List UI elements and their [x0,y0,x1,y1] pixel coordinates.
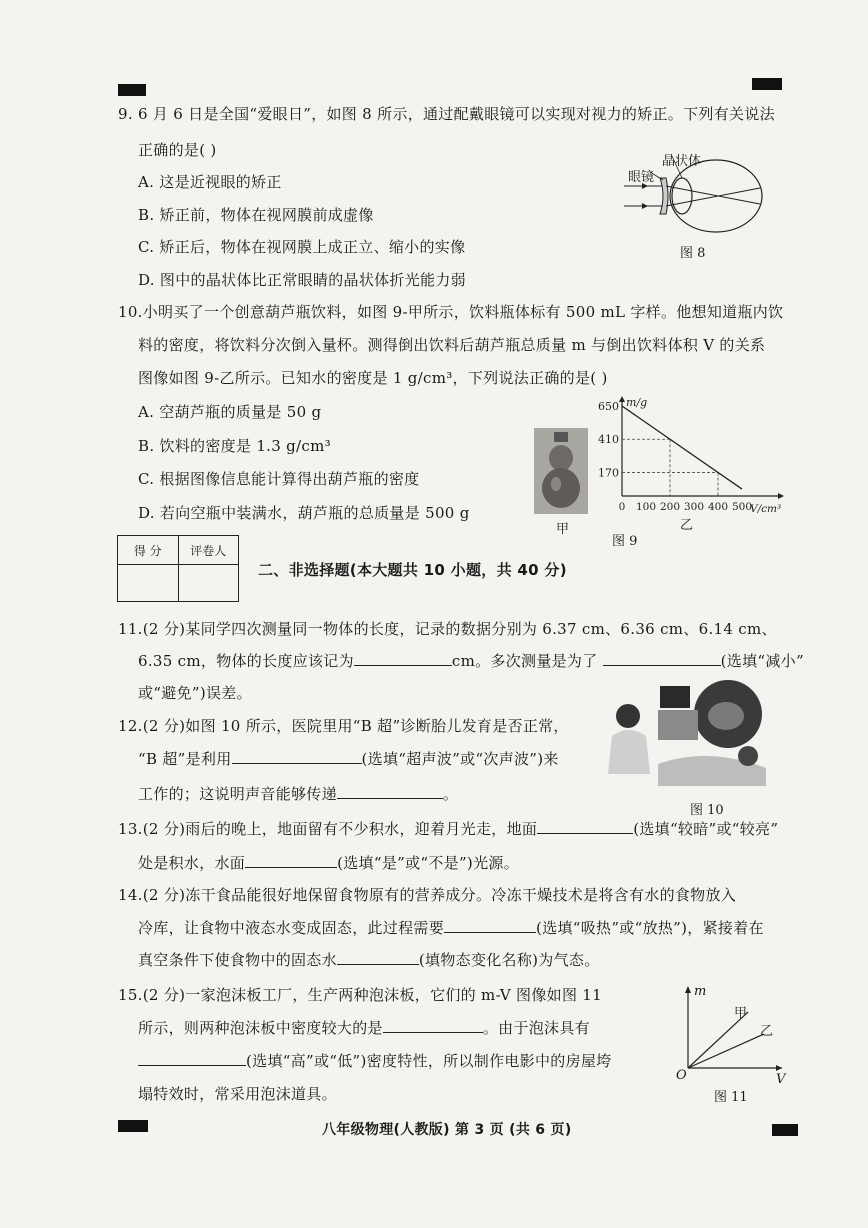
page-footer: 八年级物理(人教版) 第 3 页 (共 6 页) [322,1122,572,1138]
registration-mark-bottom-right [772,1124,798,1136]
q14-line3 [138,950,600,970]
q9-stem-line1: 9. 6 月 6 日是全国“爱眼日”，如图 8 所示，通过配戴眼镜可以实现对视力的矫正。下列有关说法 [118,105,775,123]
q12-line2-text-b: (选填“超声波”或“次声波”)来 [361,750,559,768]
chart9-y-tick-2: 170 [598,466,619,480]
q10-stem-line3: 图像如图 9-乙所示。已知水的密度是 1 g/cm³，下列说法正确的是( ) [138,369,608,387]
figure-11-axis-v: V [776,1072,786,1087]
registration-mark-bottom-left [118,1120,148,1132]
figure-11-line-yi [688,1034,764,1068]
q10-option-a: A. 空葫芦瓶的质量是 50 g [138,403,322,421]
q10-option-c: C. 根据图像信息能计算得出葫芦瓶的密度 [138,470,420,488]
registration-mark-top-left [118,84,146,96]
q12-line2-text-a: “B 超”是利用 [138,750,232,768]
chart9-x-tick-4: 400 [707,501,729,513]
q14-line2 [138,918,764,938]
q11-line2-text-c: (选填“减小” [720,652,804,670]
q12-line3-text-a: 工作的；这说明声音能够传递 [138,785,337,803]
chart9-y-tick-0: 650 [598,400,619,413]
q13-line2-text-a: 处是积水，水面 [138,854,246,872]
q14-line3-text-a: 真空条件下使食物中的固态水 [138,951,337,969]
q15-line4: 塌特效时，常采用泡沫道具。 [138,1085,337,1103]
chart9-x-label: V/cm³ [750,503,782,515]
q15-line2-text-b: 。由于泡沫具有 [482,1019,590,1037]
q10-stem-line2: 料的密度，将饮料分次倒入量杯。测得倒出饮料后葫芦瓶总质量 m 与倒出饮料体积 V 的关系 [138,336,766,354]
figure-8-label-lens: 晶状体 [662,154,702,169]
registration-mark-top-right [752,78,782,90]
figure-11-origin: O [676,1068,687,1083]
q9-stem-line2: 正确的是( ) [138,141,217,159]
q14-line2-text-a: 冷库，让食物中液态水变成固态，此过程需要 [138,919,445,937]
q15-answer-blank-1[interactable] [383,1018,483,1033]
q11-line2-text-a: 6.35 cm，物体的长度应该记为 [138,652,354,670]
q15-line2 [138,1018,590,1038]
chart9-x-tick-2: 200 [659,501,681,513]
score-table-header-grader: 评卷人 [178,536,239,565]
q11-line1: 11.(2 分)某同学四次测量同一物体的长度，记录的数据分别为 6.37 cm、6.36 cm、6.14 cm、 [118,620,777,638]
figure-11-label-jia: 甲 [734,1006,748,1021]
q14-answer-blank-1[interactable] [444,918,536,933]
section-2-title: 二、非选择题(本大题共 10 小题，共 40 分) [258,561,567,579]
q14-line3-text-b: (填物态变化名称)为气态。 [418,951,600,969]
figure-9-photo-caption: 甲 [556,522,570,537]
q9-option-c: C. 矫正后，物体在视网膜上成正立、缩小的实像 [138,238,466,256]
q12-answer-blank-2[interactable] [337,784,443,799]
q12-line3-text-b: 。 [442,785,459,803]
q10-stem-line1: 10.小明买了一个创意葫芦瓶饮料，如图 9-甲所示，饮料瓶体标有 500 mL 字样。他想知道瓶内饮 [118,303,784,321]
chart9-y-label: m/g [626,396,648,409]
q15-line2-text-a: 所示，则两种泡沫板中密度较大的是 [138,1019,383,1037]
q9-option-a: A. 这是近视眼的矫正 [138,173,282,191]
q11-line2 [138,651,804,671]
figure-10-caption: 图 10 [690,803,724,818]
figure-9-gourd-bottle-photo [534,428,588,514]
score-table-cell-score [118,565,179,602]
q15-line3 [138,1051,611,1071]
chart9-y-arrow [619,396,625,402]
score-table-header-score: 得 分 [118,536,179,565]
q12-line1: 12.(2 分)如图 10 所示，医院里用“B 超”诊断胎儿发育是否正常， [118,717,569,735]
figure-11-axis-m: m [694,984,707,999]
q13-line2 [138,853,519,873]
figure-9-mass-volume-chart [590,396,790,522]
figure-8-caption: 图 8 [680,246,706,261]
q12-answer-blank-1[interactable] [232,749,362,764]
figure-9-caption: 图 9 [612,534,638,549]
chart9-y-tick-1: 410 [598,433,619,447]
chart9-x-tick-5: 500 [731,501,753,513]
chart9-x-arrow [778,493,784,499]
figure-8-label-glasses: 眼镜 [628,170,655,185]
figure-9-graph-caption: 乙 [680,518,694,533]
q9-option-d: D. 图中的晶状体比正常眼睛的晶状体折光能力弱 [138,271,466,289]
score-table-cell-grader [178,565,239,602]
q15-line3-text-a: (选填“高”或“低”)密度特性，所以制作电影中的房屋垮 [246,1052,612,1070]
score-table [117,535,239,602]
chart9-x-tick-1: 100 [635,501,657,513]
q15-line1: 15.(2 分)一家泡沫板工厂，生产两种泡沫板，它们的 m-V 图像如图 11 [118,986,602,1004]
q13-line2-text-b: (选填“是”或“不是”)光源。 [337,854,519,872]
q9-option-b: B. 矫正前，物体在视网膜前成虚像 [138,206,374,224]
q15-answer-blank-2[interactable] [138,1051,246,1066]
q10-option-b: B. 饮料的密度是 1.3 g/cm³ [138,437,331,455]
q11-line3: 或“避免”)误差。 [138,684,252,702]
q11-answer-blank-2[interactable] [603,651,721,666]
chart9-x-tick-3: 300 [683,501,705,513]
q14-line1: 14.(2 分)冻干食品能很好地保留食物原有的营养成分。冷冻干燥技术是将含有水的食物放入 [118,886,737,904]
q13-line1-text-a: 13.(2 分)雨后的晚上，地面留有不少积水，迎着月光走，地面 [118,820,538,838]
chart9-data-line [622,406,742,489]
figure-10-b-ultrasound-photo [598,676,776,796]
q13-answer-blank-2[interactable] [245,853,337,868]
q13-answer-blank-1[interactable] [537,819,633,834]
q11-answer-blank-1[interactable] [354,651,452,666]
q10-option-d: D. 若向空瓶中装满水，葫芦瓶的总质量是 500 g [138,504,470,522]
q11-line2-text-b: cm。多次测量是为了 [451,652,598,670]
figure-11-label-yi: 乙 [760,1024,774,1039]
q13-line1 [118,819,778,839]
q12-line2 [138,749,559,769]
chart9-x-tick-0: 0 [618,501,626,513]
q14-answer-blank-2[interactable] [337,950,419,965]
q14-line2-text-b: (选填“吸热”或“放热”)，紧接着在 [536,919,764,937]
figure-11-caption: 图 11 [714,1090,748,1105]
q12-line3 [138,784,458,804]
q13-line1-text-b: (选填“较暗”或“较亮” [633,820,779,838]
